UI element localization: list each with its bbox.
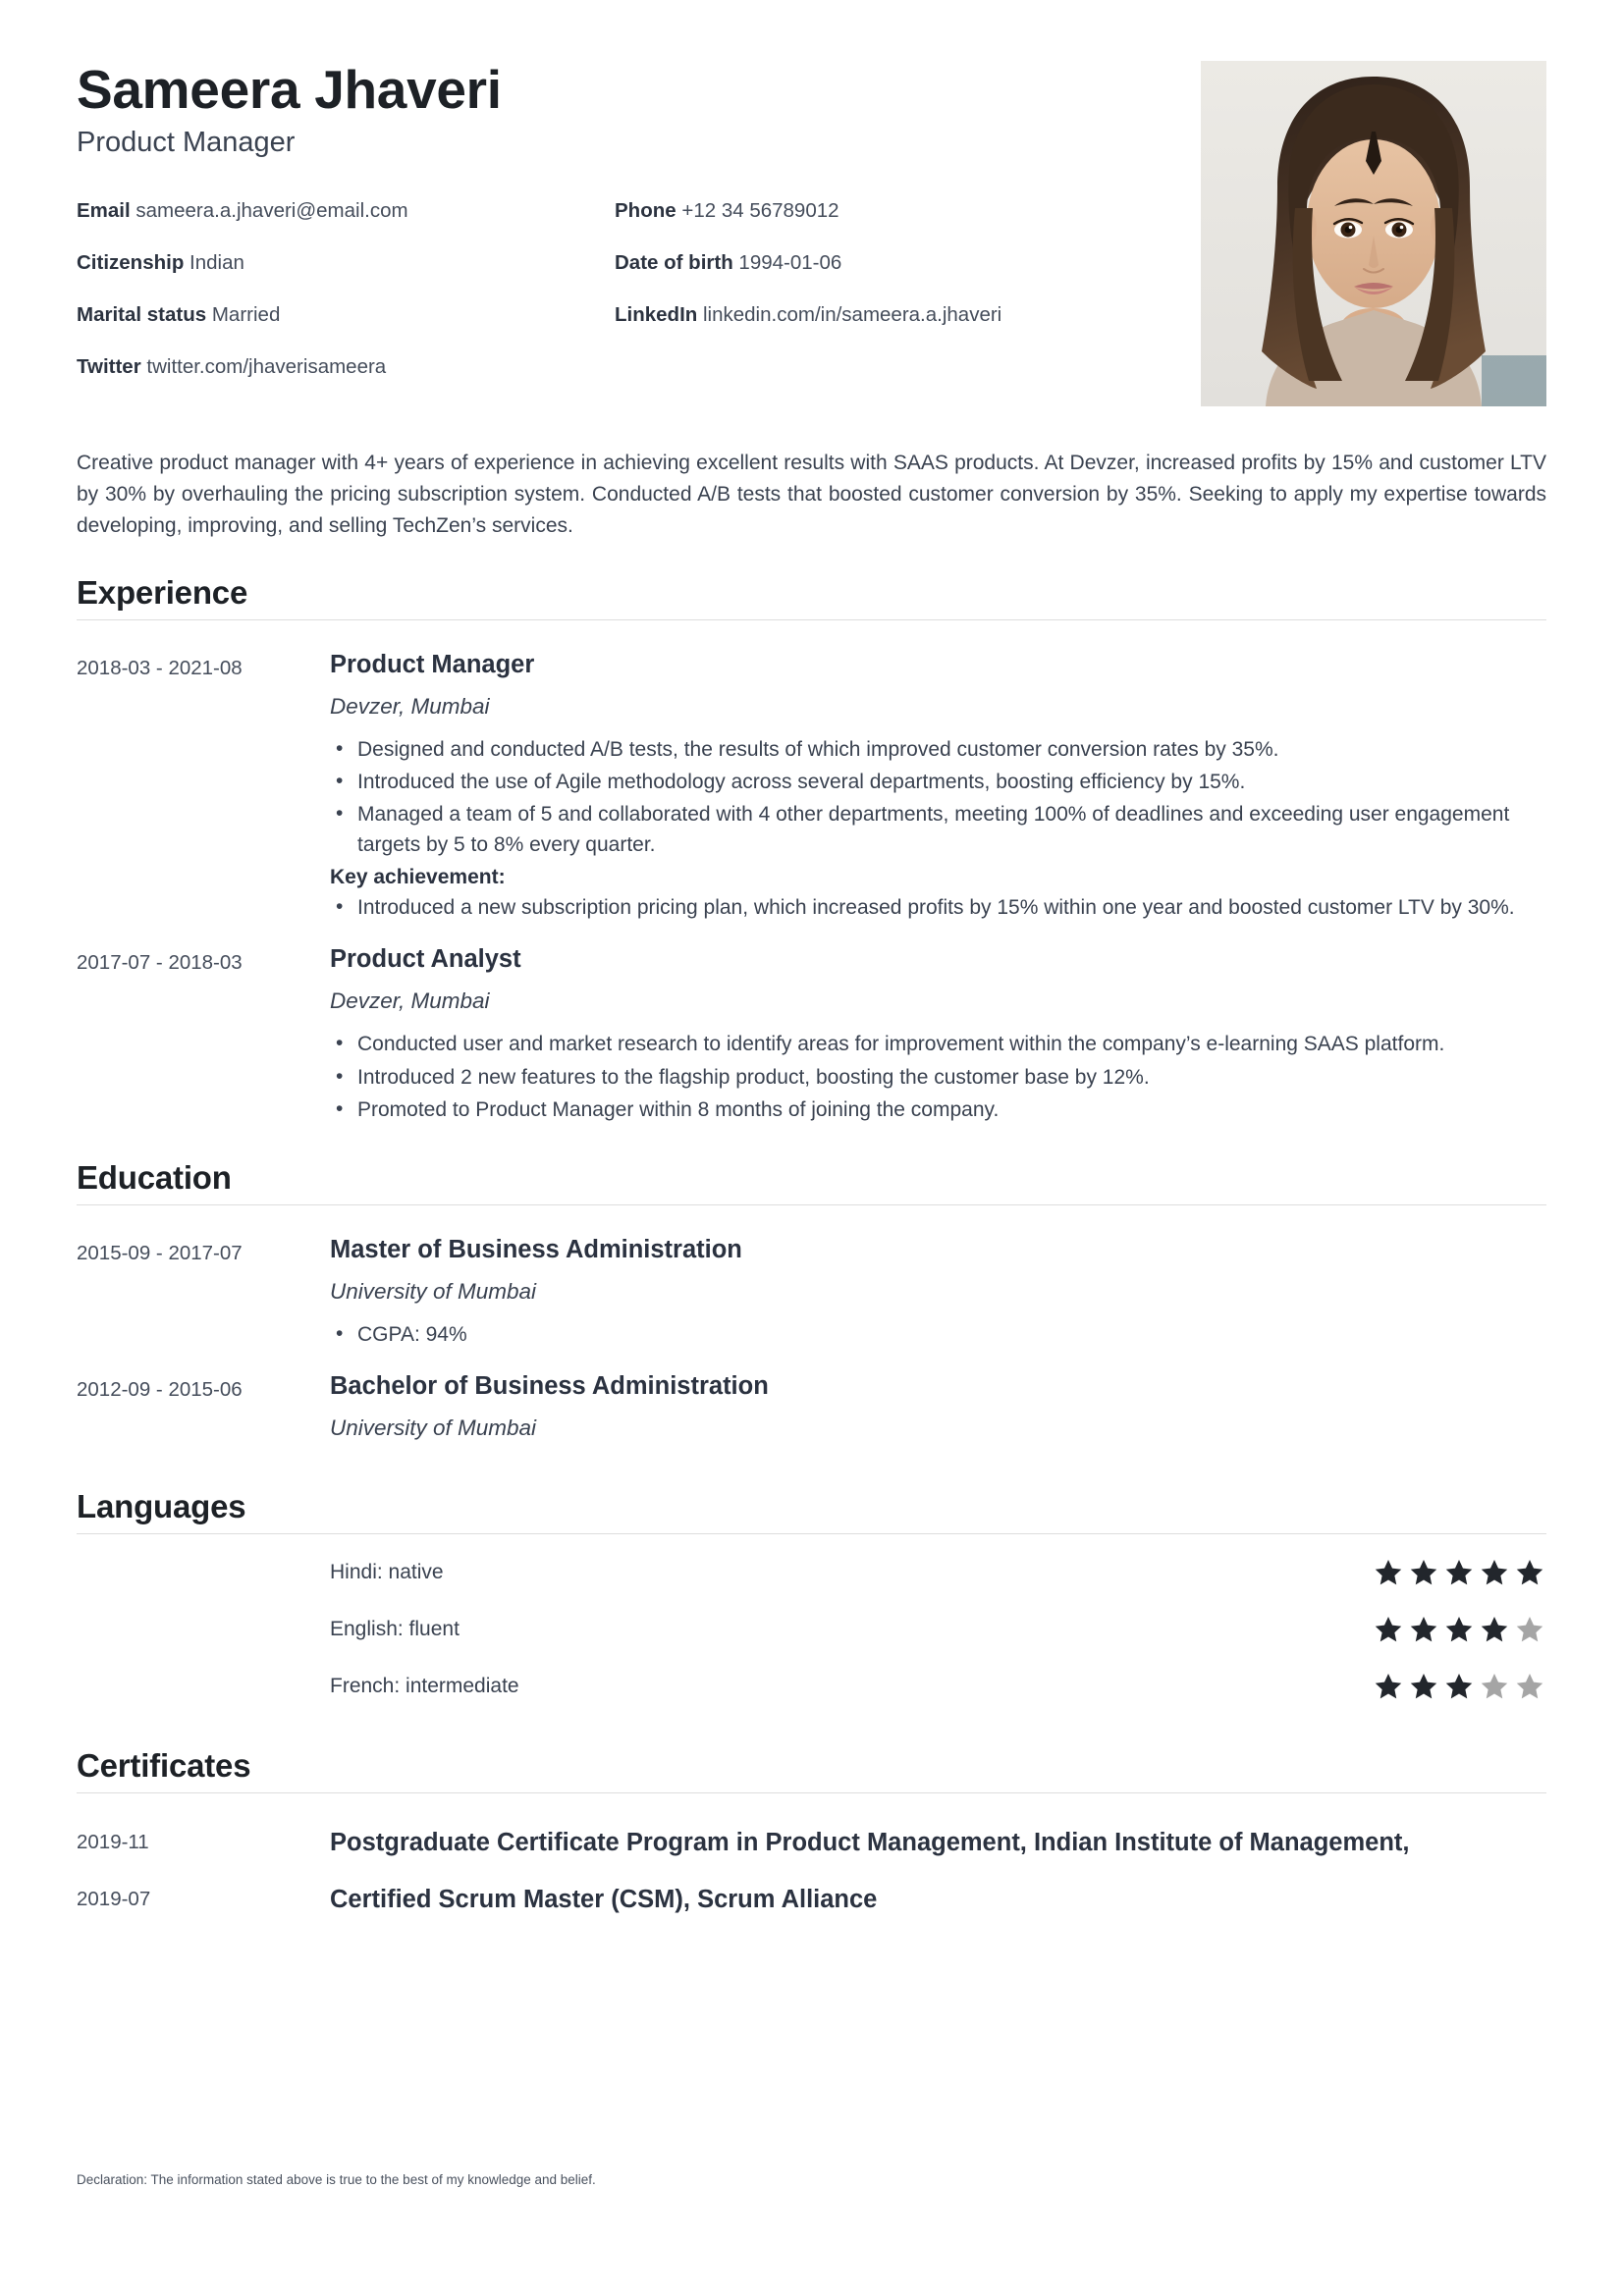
education-entry-title: Bachelor of Business Administration: [330, 1371, 769, 1400]
page-title: Sameera Jhaveri: [77, 59, 502, 120]
list-item: • Introduced a new subscription pricing plan, which increased profits by 15% within one year and boosted customer LTV by 30%.: [330, 892, 1546, 923]
contact-twitter-value[interactable]: twitter.com/jhaverisameera: [146, 355, 387, 379]
star-icon: [1515, 1558, 1544, 1587]
certificates-section-title: Certificates: [77, 1747, 251, 1784]
language-name: Hindi: native: [330, 1561, 444, 1584]
certificates-section: [77, 1747, 1546, 1916]
avatar-portrait-illustration: [1201, 61, 1546, 406]
list-item: • Managed a team of 5 and collaborated with 4 other departments, meeting 100% of deadlines and exceeding user engagement targets by 5 to 8% every quarter.: [330, 799, 1546, 860]
language-row: [77, 1601, 1546, 1658]
contact-phone-value: +12 34 56789012: [681, 199, 839, 223]
list-item: • Promoted to Product Manager within 8 months of joining the company.: [330, 1095, 1546, 1125]
star-icon: [1480, 1615, 1509, 1644]
contact-email-value: sameera.a.jhaveri@email.com: [135, 199, 408, 223]
section-divider: [77, 1533, 1546, 1534]
list-item: • CGPA: 94%: [330, 1319, 1546, 1350]
experience-entry-date: 2018-03 - 2021-08: [77, 656, 243, 679]
section-divider: [77, 619, 1546, 620]
contact-twitter[interactable]: [77, 341, 615, 393]
experience-entry: [77, 925, 1546, 1126]
header-text-block: [77, 61, 1201, 393]
avatar: [1201, 61, 1546, 406]
language-row: [77, 1658, 1546, 1715]
experience-entry: [77, 630, 1546, 926]
experience-entry-body: [330, 650, 1546, 926]
language-name: French: intermediate: [330, 1675, 519, 1698]
contact-phone-label: Phone: [615, 199, 676, 223]
contact-linkedin-value[interactable]: linkedin.com/in/sameera.a.jhaveri: [703, 303, 1002, 327]
experience-section: [77, 574, 1546, 1127]
contact-linkedin-label: LinkedIn: [615, 303, 698, 327]
job-title: Product Manager: [77, 127, 296, 159]
star-icon: [1409, 1558, 1438, 1587]
certificate-name: Postgraduate Certificate Program in Product Management, Indian Institute of Management,: [330, 1829, 1410, 1856]
star-icon: [1444, 1615, 1474, 1644]
star-icon: [1480, 1672, 1509, 1701]
star-icon: [1515, 1615, 1544, 1644]
certificate-name: Certified Scrum Master (CSM), Scrum Alliance: [330, 1885, 878, 1913]
list-item: • Introduced the use of Agile methodology across several departments, boosting efficiency by 15%.: [330, 767, 1546, 797]
contact-dob-label: Date of birth: [615, 251, 733, 275]
education-entry: [77, 1352, 1546, 1456]
contact-marital-status-label: Marital status: [77, 303, 207, 327]
experience-bullet-list: [330, 734, 1546, 860]
education-entry-org: University of Mumbai: [330, 1278, 537, 1304]
list-item: • Designed and conducted A/B tests, the results of which improved customer conversion rates by 35%.: [330, 734, 1546, 765]
list-item: • Conducted user and market research to identify areas for improvement within the company’s e-learning SAAS platform.: [330, 1029, 1546, 1059]
star-icon: [1444, 1558, 1474, 1587]
contact-citizenship: [77, 237, 615, 289]
language-row: [77, 1544, 1546, 1601]
education-bullet-list: [330, 1319, 1546, 1350]
language-rating: [1374, 1558, 1546, 1587]
education-entry-title: Master of Business Administration: [330, 1235, 742, 1263]
resume-header: [0, 0, 1623, 406]
experience-entry-date: 2017-07 - 2018-03: [77, 951, 243, 975]
star-icon: [1444, 1672, 1474, 1701]
education-entry-date: 2012-09 - 2015-06: [77, 1377, 243, 1401]
experience-entry-body: [330, 944, 1546, 1126]
star-icon: [1409, 1672, 1438, 1701]
contact-email-label: Email: [77, 199, 131, 223]
header-photo-block: [1201, 61, 1546, 406]
certificate-entry: [77, 1803, 1546, 1860]
contact-marital-status-value: Married: [211, 303, 281, 327]
education-entry: [77, 1215, 1546, 1352]
list-item: • Introduced 2 new features to the flagship product, boosting the customer base by 12%.: [330, 1062, 1546, 1093]
star-icon: [1374, 1615, 1403, 1644]
education-entry-org: University of Mumbai: [330, 1415, 537, 1440]
contact-phone: [615, 185, 1171, 237]
key-achievement-label: Key achievement:: [330, 866, 506, 889]
section-divider: [77, 1204, 1546, 1205]
star-icon: [1409, 1615, 1438, 1644]
language-rating: [1374, 1615, 1546, 1644]
education-section-title: Education: [77, 1158, 232, 1196]
section-divider: [77, 1792, 1546, 1793]
education-entry-date: 2015-09 - 2017-07: [77, 1241, 243, 1264]
education-section: [77, 1159, 1546, 1456]
contact-email: [77, 185, 615, 237]
contact-dob-value: 1994-01-06: [738, 251, 842, 275]
star-icon: [1374, 1672, 1403, 1701]
languages-section-title: Languages: [77, 1488, 246, 1524]
professional-summary: Creative product manager with 4+ years of experience in achieving excellent results with SAAS products. At Devzer, increased profits by 15% and customer LTV by 30% by overhauling the pricing subscription system. Conducted A/B tests that boosted customer conversion by 35%. Seeking to apply my expertise towards developing, improving, and selling TechZen’s services.: [77, 452, 1546, 537]
experience-entry-org: Devzer, Mumbai: [330, 988, 490, 1014]
star-icon: [1515, 1672, 1544, 1701]
star-icon: [1374, 1558, 1403, 1587]
contact-linkedin[interactable]: [615, 289, 1171, 341]
contact-marital-status: [77, 289, 615, 341]
education-entry-body: [330, 1371, 1546, 1456]
languages-section: [77, 1488, 1546, 1715]
experience-section-title: Experience: [77, 573, 248, 611]
language-name: English: fluent: [330, 1618, 460, 1641]
contact-dob: [615, 237, 1171, 289]
star-icon: [1480, 1558, 1509, 1587]
experience-entry-title: Product Analyst: [330, 945, 521, 974]
contact-citizenship-label: Citizenship: [77, 251, 185, 275]
experience-bullet-list: [330, 1029, 1546, 1124]
experience-entry-org: Devzer, Mumbai: [330, 693, 490, 719]
language-rating: [1374, 1672, 1546, 1701]
education-entry-body: [330, 1235, 1546, 1352]
certificate-date: 2019-07: [77, 1887, 151, 1910]
declaration-text: Declaration: The information stated above is true to the best of my knowledge and belief.: [77, 2172, 596, 2187]
key-achievement-list: [330, 892, 1546, 923]
contact-citizenship-value: Indian: [189, 251, 244, 275]
contact-twitter-label: Twitter: [77, 355, 141, 379]
certificate-entry: [77, 1860, 1546, 1917]
experience-entry-title: Product Manager: [330, 650, 535, 678]
contact-details: [77, 185, 1171, 393]
certificate-date: 2019-11: [77, 1831, 149, 1853]
